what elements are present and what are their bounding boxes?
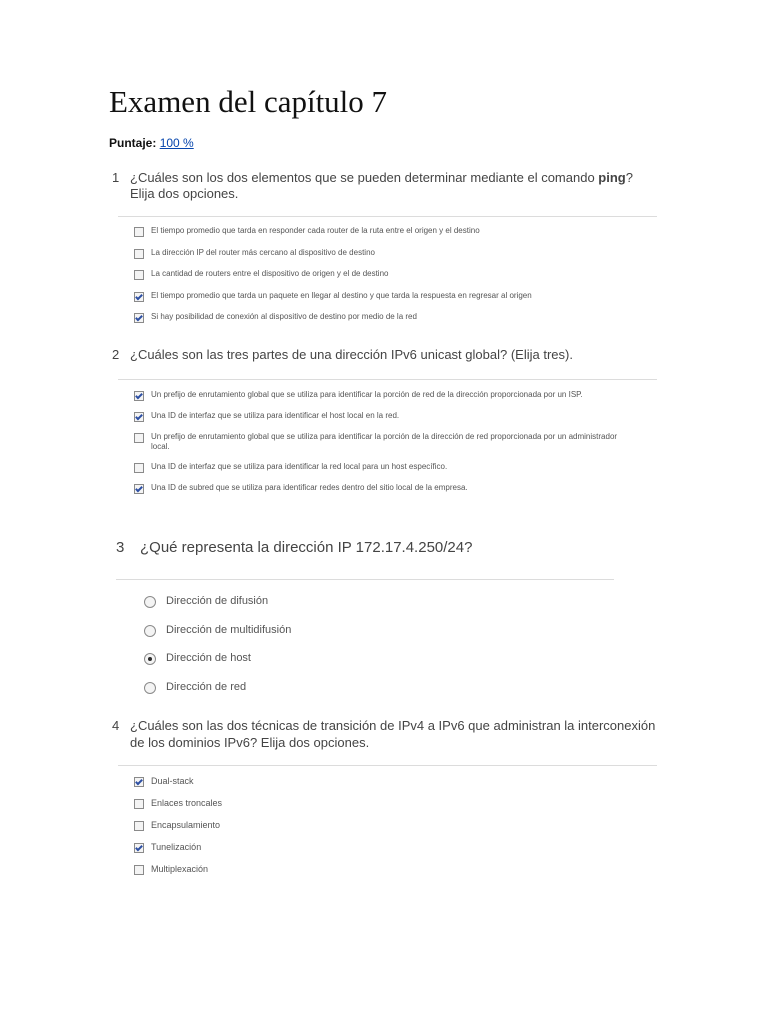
option-item (134, 483, 657, 494)
checkbox[interactable] (134, 821, 144, 831)
option-label: Dirección de host (166, 652, 251, 664)
question-3 (116, 539, 616, 708)
option-label: La cantidad de routers entre el dispositivo de origen y el de destino (151, 269, 389, 278)
option-label: Encapsulamiento (151, 820, 221, 830)
option-item (134, 291, 657, 313)
option-item (134, 432, 657, 452)
option-item (134, 820, 657, 842)
question-text-bold: ping (598, 170, 626, 185)
option-label: La dirección IP del router más cercano al dispositivo de destino (151, 247, 375, 257)
checkbox[interactable] (134, 292, 144, 302)
question-text (130, 170, 657, 202)
option-item (134, 312, 657, 334)
question-header (112, 717, 657, 751)
checkbox[interactable] (134, 270, 144, 280)
divider (116, 579, 614, 580)
radio-button[interactable] (144, 625, 156, 637)
option-list (134, 390, 657, 494)
checkbox[interactable] (134, 799, 144, 809)
option-label: Tunelización (151, 842, 202, 852)
question-header (112, 347, 657, 363)
option-label: El tiempo promedio que tarda un paquete en llegar al destino y que tarda la respuesta en regresar al origen (151, 290, 532, 300)
option-label: Un prefijo de enrutamiento global que se utiliza para identificar la porción de red de la dirección proporcionada por un ISP. (151, 390, 583, 399)
option-item (144, 594, 616, 623)
question-2 (112, 347, 657, 504)
question-4 (112, 717, 657, 886)
option-item (134, 462, 657, 473)
checkbox[interactable] (134, 433, 144, 443)
checkbox[interactable] (134, 227, 144, 237)
radio-button[interactable] (144, 653, 156, 665)
question-header (116, 539, 616, 557)
option-label: Multiplexación (151, 864, 209, 874)
checkbox[interactable] (134, 484, 144, 494)
checkbox[interactable] (134, 412, 144, 422)
option-list (134, 226, 657, 334)
option-label: Dirección de red (166, 680, 247, 693)
option-item (134, 390, 657, 401)
score-label: Puntaje: (109, 136, 157, 150)
option-list (144, 594, 616, 708)
score (109, 136, 194, 150)
option-list (134, 776, 657, 886)
option-item (134, 226, 657, 248)
page-title: Examen del capítulo 7 (109, 84, 388, 119)
option-label: Dual-stack (151, 776, 194, 786)
option-item (144, 680, 616, 709)
divider (118, 765, 657, 766)
option-item (134, 269, 657, 291)
question-text: ¿Cuáles son las tres partes de una dirección IPv6 unicast global? (Elija tres). (130, 347, 573, 362)
option-label: Un prefijo de enrutamiento global que se utiliza para identificar la porción de la dirección de red proporcionada por un administrador local. (151, 432, 618, 451)
question-text-start: ¿Cuáles son los dos elementos que se pueden determinar mediante el comando (130, 170, 599, 185)
option-item (134, 864, 657, 886)
option-label: Dirección de multidifusión (166, 623, 292, 636)
question-number: 4 (112, 718, 120, 733)
question-text: ¿Cuáles son las dos técnicas de transición de IPv4 a IPv6 que administran la interconexión de los dominios IPv6? Elija dos opciones. (130, 718, 656, 750)
option-label: Una ID de interfaz que se utiliza para identificar el host local en la red. (151, 411, 400, 420)
option-label: Dirección de difusión (166, 595, 269, 607)
checkbox[interactable] (134, 865, 144, 875)
option-item (134, 842, 657, 864)
option-label: Una ID de subred que se utiliza para identificar redes dentro del sitio local de la empresa. (151, 483, 468, 492)
radio-button[interactable] (144, 596, 156, 608)
checkbox[interactable] (134, 777, 144, 787)
question-1 (112, 170, 657, 334)
option-label: Una ID de interfaz que se utiliza para identificar la red local para un host específico. (151, 462, 448, 471)
score-value-link[interactable]: 100 % (159, 136, 194, 150)
divider (118, 216, 657, 217)
question-text-end: ? Elija dos opciones. (130, 170, 633, 201)
option-label: Enlaces troncales (151, 798, 223, 808)
option-item (134, 248, 657, 270)
question-header (112, 170, 657, 202)
checkbox[interactable] (134, 313, 144, 323)
option-item (144, 651, 616, 680)
option-item (134, 798, 657, 820)
checkbox[interactable] (134, 843, 144, 853)
question-number: 2 (112, 347, 120, 362)
option-item (134, 776, 657, 798)
option-label: Si hay posibilidad de conexión al dispositivo de destino por medio de la red (151, 312, 417, 321)
option-item (134, 411, 657, 422)
question-number: 3 (116, 539, 125, 556)
checkbox[interactable] (134, 463, 144, 473)
checkbox[interactable] (134, 249, 144, 259)
option-label: El tiempo promedio que tarda en responder cada router de la ruta entre el origen y el destino (151, 226, 480, 235)
radio-button[interactable] (144, 682, 156, 694)
option-item (144, 623, 616, 652)
checkbox[interactable] (134, 391, 144, 401)
question-number: 1 (112, 170, 120, 185)
divider (118, 379, 657, 380)
question-text: ¿Qué representa la dirección IP 172.17.4.250/24? (140, 539, 473, 556)
